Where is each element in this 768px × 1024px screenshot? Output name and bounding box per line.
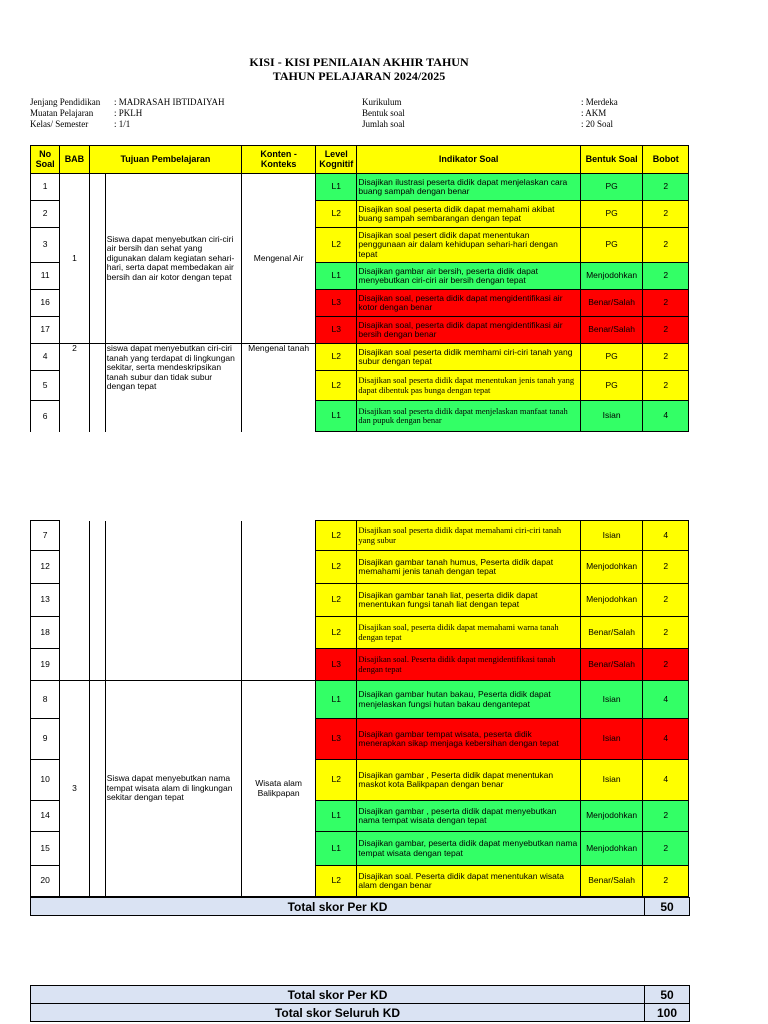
cell-indikator: Disajikan soal pesert didik dapat menentukan penggunaan air dalam kehidupan sehari-hari dengan tepat [357,228,580,263]
cell-bentuk: PG [580,174,643,201]
cell-bobot: 2 [643,174,689,201]
cell-no: 14 [31,801,60,832]
cell-bentuk: Menjodohkan [580,551,643,584]
cell-level: L2 [315,617,356,649]
cell-bobot: 2 [643,228,689,263]
cell-no: 18 [31,617,60,649]
meta-value: : MADRASAH IBTIDAIYAH [114,97,225,107]
cell-level: L1 [315,401,356,432]
cell-bentuk: Isian [580,521,643,551]
cell-bobot: 2 [643,344,689,371]
cell-bab: 2 [60,344,89,432]
cell-bentuk: PG [580,371,643,401]
cell-level: L2 [315,521,356,551]
cell-bentuk: Menjodohkan [580,801,643,832]
total-per-kd-label: Total skor Per KD [31,898,645,916]
cell-indikator: Disajikan gambar air bersih, peserta didik dapat menyebutkan ciri-ciri air bersih dengan tepat [357,263,580,290]
cell-spacer [89,344,105,432]
cell-bobot: 4 [643,681,689,719]
cell-no: 13 [31,584,60,617]
kisi-table-part1 [30,145,689,432]
cell-bentuk: Isian [580,719,643,760]
cell-no: 12 [31,551,60,584]
cell-konten: Mengenal tanah [242,344,316,432]
cell-level: L2 [315,760,356,801]
cell-bentuk: Isian [580,760,643,801]
cell-bab: 1 [60,174,89,344]
cell-level: L2 [315,344,356,371]
header-no-soal: No Soal [31,146,60,174]
cell-tujuan: siswa dapat menyebutkan ciri-ciri tanah yang terdapat di lingkungan sekitar, serta mendeskripsikan tanah subur dan tidak subur dengan tepat [105,344,241,432]
header-bab: BAB [60,146,89,174]
meta-label: Kurikulum [362,97,402,107]
cell-bentuk: Menjodohkan [580,832,643,866]
meta-value: : Merdeka [581,97,618,107]
cell-bobot: 2 [643,649,689,681]
meta-value: : 20 Soal [581,119,614,129]
cell-level: L3 [315,290,356,317]
table-row [31,521,689,551]
header-tujuan: Tujuan Pembelajaran [89,146,242,174]
cell-level: L1 [315,681,356,719]
cell-bentuk: Benar/Salah [580,866,643,897]
header-bentuk: Bentuk Soal [580,146,643,174]
cell-no: 15 [31,832,60,866]
header-bobot: Bobot [643,146,689,174]
cell-indikator: Disajikan gambar , peserta didik dapat menyebutkan nama tempat wisata dengan tepat [357,801,580,832]
total-seluruh-kd-value: 100 [645,1004,690,1022]
cell-bobot: 2 [643,866,689,897]
header-level: Level Kognitif [315,146,356,174]
cell-level: L3 [315,649,356,681]
cell-indikator: Disajikan soal peserta didik dapat memahami akibat buang sampah sembarangan dengan tepat [357,201,580,228]
cell-indikator: Disajikan soal peserta didik memhami ciri-ciri tanah yang subur dengan tepat [357,344,580,371]
meta-label: Jumlah soal [362,119,405,129]
meta-right-values [581,97,681,130]
cell-spacer [89,521,105,681]
cell-no: 1 [31,174,60,201]
header-indikator: Indikator Soal [357,146,580,174]
table-row [31,174,689,201]
cell-bobot: 4 [643,760,689,801]
cell-bentuk: Benar/Salah [580,317,643,344]
cell-bentuk: Menjodohkan [580,584,643,617]
cell-tujuan: Siswa dapat menyebutkan nama tempat wisata alam di lingkungan sekitar dengan tepat [105,681,241,897]
total-per-kd-table [30,897,690,916]
cell-no: 2 [31,201,60,228]
cell-no: 9 [31,719,60,760]
cell-tujuan: Siswa dapat menyebutkan ciri-ciri air bersih dan sehat yang digunakan dalam kegiatan sehari-hari, serta dapat membedakan air bersih dan air kotor dengan tepat [105,174,241,344]
cell-bobot: 4 [643,521,689,551]
cell-level: L2 [315,551,356,584]
cell-bobot: 4 [643,401,689,432]
cell-konten: Wisata alam Balikpapan [242,681,316,897]
cell-bobot: 2 [643,801,689,832]
cell-no: 6 [31,401,60,432]
cell-bentuk: Isian [580,681,643,719]
cell-tujuan [105,521,241,681]
cell-konten: Mengenal Air [242,174,316,344]
meta-left-values [114,97,314,130]
cell-no: 8 [31,681,60,719]
cell-bobot: 2 [643,832,689,866]
cell-bobot: 2 [643,317,689,344]
cell-no: 11 [31,263,60,290]
cell-indikator: Disajikan soal. Peserta didik dapat mengidentifikasi tanah dengan tepat [357,649,580,681]
cell-level: L2 [315,201,356,228]
cell-bab [60,521,89,681]
meta-value: : AKM [581,108,607,118]
cell-no: 4 [31,344,60,371]
cell-bobot: 2 [643,201,689,228]
meta-label: Muatan Pelajaran [30,108,94,118]
cell-bentuk: Isian [580,401,643,432]
document-subtitle: TAHUN PELAJARAN 2024/2025 [272,69,446,83]
cell-bab: 3 [60,681,89,897]
cell-no: 7 [31,521,60,551]
cell-bentuk: Menjodohkan [580,263,643,290]
cell-level: L2 [315,371,356,401]
table-row [31,344,689,371]
cell-bentuk: Benar/Salah [580,649,643,681]
cell-bobot: 2 [643,263,689,290]
cell-konten [242,521,316,681]
cell-bobot: 2 [643,371,689,401]
cell-spacer [89,174,105,344]
cell-indikator: Disajikan gambar hutan bakau, Peserta didik dapat menjelaskan fungsi hutan bakau dengantepat [357,681,580,719]
meta-label: Kelas/ Semester [30,119,89,129]
cell-no: 5 [31,371,60,401]
cell-indikator: Disajikan soal, peserta didik dapat mengidentifikasi air bersih dengan benar [357,317,580,344]
cell-level: L2 [315,228,356,263]
meta-value: : 1/1 [114,119,131,129]
cell-indikator: Disajikan soal, peserta didik dapat memahami warna tanah dengan tepat [357,617,580,649]
meta-left-labels [30,97,120,130]
cell-bobot: 2 [643,584,689,617]
cell-indikator: Disajikan soal peserta didik dapat memahami ciri-ciri tanah yang subur [357,521,580,551]
summary-per-kd-label: Total skor Per KD [31,986,645,1004]
cell-indikator: Disajikan soal peserta didik dapat menjelaskan manfaat tanah dan pupuk dengan benar [357,401,580,432]
cell-no: 16 [31,290,60,317]
cell-no: 19 [31,649,60,681]
cell-indikator: Disajikan soal peserta didik dapat menentukan jenis tanah yang dapat dibentuk pas bunga dengan tepat [357,371,580,401]
table-row [31,681,689,719]
cell-no: 17 [31,317,60,344]
cell-level: L3 [315,317,356,344]
cell-bentuk: Benar/Salah [580,617,643,649]
cell-level: L3 [315,719,356,760]
document-title: KISI - KISI PENILAIAN AKHIR TAHUN [249,55,469,69]
cell-level: L1 [315,174,356,201]
cell-bentuk: PG [580,228,643,263]
cell-bobot: 2 [643,551,689,584]
cell-indikator: Disajikan gambar tanah humus, Peserta didik dapat memahami jenis tanah dengan tepat [357,551,580,584]
cell-indikator: Disajikan gambar tempat wisata, peserta didik menerapkan sikap menjaga kebersihan dengan tepat [357,719,580,760]
meta-value: : PKLH [114,108,143,118]
total-per-kd-value: 50 [645,898,690,916]
cell-indikator: Disajikan gambar, peserta didik dapat menyebutkan nama tempat wisata dengan tepat [357,832,580,866]
cell-bobot: 4 [643,719,689,760]
meta-label: Jenjang Pendidikan [30,97,101,107]
meta-label: Bentuk soal [362,108,405,118]
total-seluruh-kd-label: Total skor Seluruh KD [31,1004,645,1022]
cell-no: 3 [31,228,60,263]
cell-spacer [89,681,105,897]
cell-bobot: 2 [643,290,689,317]
cell-indikator: Disajikan ilustrasi peserta didik dapat menjelaskan cara buang sampah dengan benar [357,174,580,201]
summary-totals-table [30,985,690,1022]
cell-bentuk: Benar/Salah [580,290,643,317]
cell-level: L1 [315,263,356,290]
cell-bentuk: PG [580,344,643,371]
cell-indikator: Disajikan gambar tanah liat, peserta didik dapat menentukan fungsi tanah liat dengan tepat [357,584,580,617]
summary-per-kd-value: 50 [645,986,690,1004]
header-konten: Konten - Konteks [242,146,316,174]
meta-right-labels [362,97,512,130]
cell-no: 10 [31,760,60,801]
cell-level: L1 [315,801,356,832]
cell-indikator: Disajikan soal, peserta didik dapat mengidentifikasi air kotor dengan benar [357,290,580,317]
cell-no: 20 [31,866,60,897]
cell-level: L1 [315,832,356,866]
kisi-table-part2 [30,520,689,897]
cell-bobot: 2 [643,617,689,649]
cell-bentuk: PG [580,201,643,228]
cell-indikator: Disajikan soal. Peserta didik dapat menentukan wisata alam dengan benar [357,866,580,897]
cell-indikator: Disajikan gambar , Peserta didik dapat menentukan maskot kota Balikpapan dengan benar [357,760,580,801]
cell-level: L2 [315,866,356,897]
cell-level: L2 [315,584,356,617]
